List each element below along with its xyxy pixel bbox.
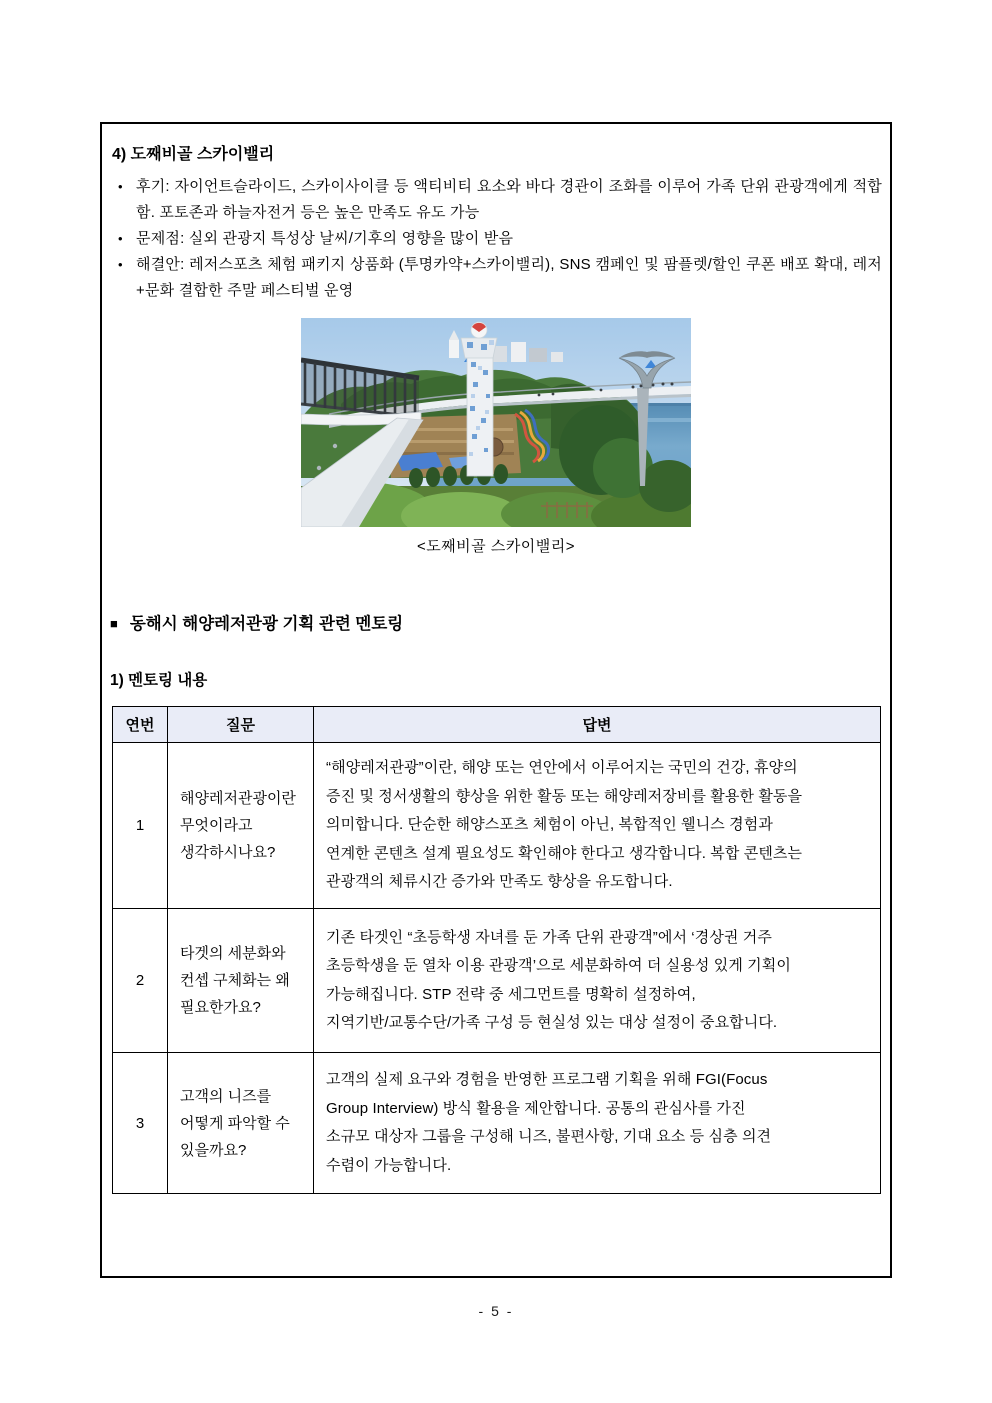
content-border-box: [100, 122, 892, 1278]
section4-heading: 4) 도째비골 스카이밸리: [112, 146, 275, 163]
row1-question: 해양레저관광이란 무엇이라고 생각하시나요?: [168, 743, 314, 909]
bullet-text-review: 후기: 자이언트슬라이드, 스카이사이클 등 액티비티 요소와 바다 경관이 조화를 이루어 가족 단위 관광객에게 적합함. 포토존과 하늘자전거 등은 높은 만족도 유도 가능: [136, 178, 882, 221]
bullet-item: [110, 174, 882, 226]
row3-answer: 고객의 실제 요구와 경험을 반영한 프로그램 기획을 위해 FGI(Focus Group Interview) 방식 활용을 제안합니다. 공통의 관심사를 가진 소규모 대상자 그룹을 구성해 니즈, 불편사항, 기대 요소 등 심층 의견 수렴이 가능합니다.: [314, 1053, 881, 1194]
row3-number: 3: [113, 1053, 168, 1194]
square-marker-icon: ■: [110, 616, 118, 631]
row2-answer: 기존 타겟인 “초등학생 자녀를 둔 가족 단위 관광객”에서 ‘경상권 거주 초등학생을 둔 열차 이용 관광객’으로 세분화하여 더 실용성 있게 기획이 가능해집니다. STP 전략 중 세그먼트를 명확히 설정하여, 지역기반/교통수단/가족 구성 등 현실성 있는 대상 설정이 중요합니다.: [314, 909, 881, 1053]
row3-question: 고객의 니즈를 어떻게 파악할 수 있을까요?: [168, 1053, 314, 1194]
mentoring-section-title-text: 동해시 해양레저관광 기획 관련 멘토링: [129, 615, 404, 633]
skyvalley-photo-image: [301, 318, 691, 527]
mentoring-subsection-title: 1) 멘토링 내용: [110, 672, 208, 689]
bullet-text-problem: 문제점: 실외 관광지 특성상 날씨/기후의 영향을 많이 받음: [136, 230, 514, 247]
row2-number: 2: [113, 909, 168, 1053]
table-row: [113, 1053, 881, 1194]
table-row: [113, 743, 881, 909]
photo-caption: <도째비골 스카이밸리>: [416, 538, 576, 555]
header-question: 질문: [168, 707, 314, 743]
bullet-item: [110, 226, 882, 252]
mentoring-table: [112, 706, 881, 1194]
header-no: 연번: [113, 707, 168, 743]
header-answer: 답변: [314, 707, 881, 743]
bullet-dot-icon: •: [118, 179, 123, 194]
row1-number: 1: [113, 743, 168, 909]
bullet-dot-icon: •: [118, 257, 123, 272]
page-number: - 5 -: [478, 1303, 514, 1319]
row1-answer: “해양레저관광”이란, 해양 또는 연안에서 이루어지는 국민의 건강, 휴양의 증진 및 정서생활의 향상을 위한 활동 또는 해양레저장비를 활용한 활동을 의미합니다. 단순한 해양스포츠 체험이 아닌, 복합적인 웰니스 경험과 연계한 콘텐츠 설계 필요성도 확인해야 한다고 생각합니다. 복합 콘텐츠는 관광객의 체류시간 증가와 만족도 향상을 유도합니다.: [314, 743, 881, 909]
row2-question: 타겟의 세분화와 컨셉 구체화는 왜 필요한가요?: [168, 909, 314, 1053]
section4-bullet-list: [110, 174, 882, 304]
mentoring-table-header-row: [113, 707, 881, 743]
skyvalley-photo-figure: [301, 318, 691, 556]
bullet-text-solution: 해결안: 레저스포츠 체험 패키지 상품화 (투명카약+스카이밸리), SNS 캠페인 및 팜플렛/할인 쿠폰 배포 확대, 레저+문화 결합한 주말 페스티벌 운영: [136, 256, 882, 299]
bullet-dot-icon: •: [118, 231, 123, 246]
table-row: [113, 909, 881, 1053]
mentoring-section-title: [110, 612, 882, 636]
bullet-item: [110, 252, 882, 304]
